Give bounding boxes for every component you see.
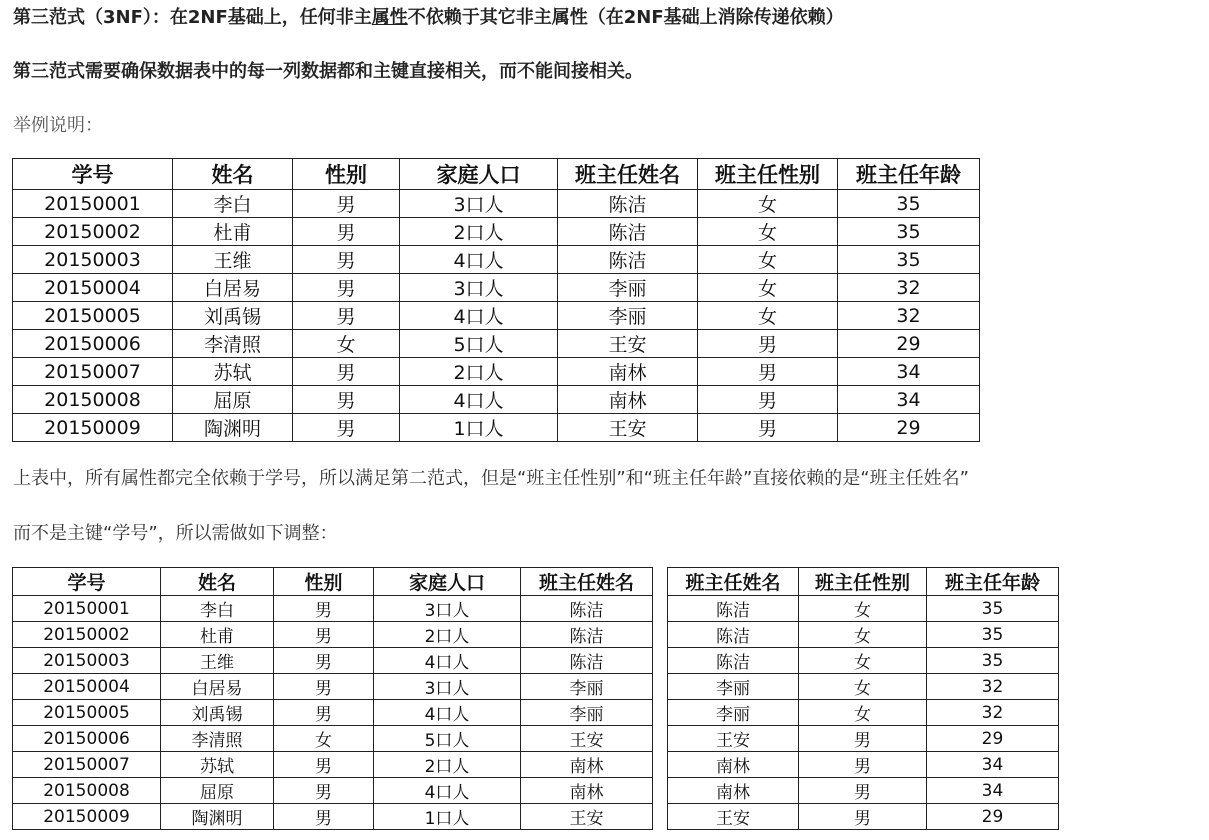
table-row — [13, 302, 980, 330]
header-row — [13, 159, 980, 190]
table-cell: 男 — [293, 218, 400, 246]
table-cell: 20150009 — [13, 414, 173, 442]
table-row — [13, 190, 980, 218]
table-cell: 女 — [698, 218, 838, 246]
table-cell: 南林 — [558, 358, 698, 386]
table-cell: 20150003 — [13, 648, 161, 674]
table-row — [13, 674, 653, 700]
table-cell: 男 — [799, 726, 927, 752]
column-header: 班主任年龄 — [838, 159, 980, 190]
table-cell: 5口人 — [400, 330, 558, 358]
table-row — [13, 414, 980, 442]
column-header: 班主任年龄 — [927, 568, 1059, 596]
column-header: 姓名 — [161, 568, 274, 596]
table-body — [13, 190, 980, 442]
table-cell: 男 — [293, 414, 400, 442]
table-cell: 女 — [698, 302, 838, 330]
table-cell: 35 — [927, 622, 1059, 648]
table-cell: 白居易 — [173, 274, 293, 302]
table-cell: 35 — [838, 190, 980, 218]
table-cell: 男 — [293, 302, 400, 330]
table-header — [13, 568, 653, 596]
table-cell: 李丽 — [521, 674, 653, 700]
head-teacher-table-3nf — [667, 567, 1059, 830]
table-cell: 1口人 — [400, 414, 558, 442]
table-cell: 34 — [927, 752, 1059, 778]
table-cell: 32 — [838, 302, 980, 330]
table-row — [13, 218, 980, 246]
table-cell: 陈洁 — [521, 596, 653, 622]
table-cell: 男 — [274, 778, 374, 804]
table-cell: 南林 — [668, 752, 799, 778]
table-cell: 20150007 — [13, 358, 173, 386]
table-cell: 3口人 — [400, 190, 558, 218]
table-header — [668, 568, 1059, 596]
table-cell: 王安 — [668, 804, 799, 830]
table-cell: 35 — [927, 648, 1059, 674]
table-cell: 29 — [838, 414, 980, 442]
table-cell: 5口人 — [374, 726, 521, 752]
table-cell: 苏轼 — [173, 358, 293, 386]
table-cell: 陈洁 — [668, 648, 799, 674]
table-cell: 34 — [838, 386, 980, 414]
column-header: 班主任性别 — [799, 568, 927, 596]
table-cell: 王安 — [521, 804, 653, 830]
table-row — [668, 596, 1059, 622]
table-cell: 男 — [274, 700, 374, 726]
table-cell: 女 — [698, 190, 838, 218]
table-row — [668, 752, 1059, 778]
table-cell: 苏轼 — [161, 752, 274, 778]
table-cell: 2口人 — [374, 752, 521, 778]
table-cell: 李丽 — [558, 302, 698, 330]
table-cell: 20150009 — [13, 804, 161, 830]
table-cell: 4口人 — [374, 648, 521, 674]
column-header: 班主任性别 — [698, 159, 838, 190]
explanation-line-1: 上表中，所有属性都完全依赖于学号，所以满足第二范式，但是“班主任性别”和“班主任年龄”直接依赖的是“班主任姓名” — [13, 468, 969, 489]
original-student-table — [12, 158, 980, 442]
table-cell: 男 — [274, 596, 374, 622]
column-header: 班主任姓名 — [521, 568, 653, 596]
table-header — [13, 159, 980, 190]
table-row — [13, 596, 653, 622]
table-cell: 屈原 — [161, 778, 274, 804]
table-row — [13, 752, 653, 778]
table-row — [13, 622, 653, 648]
column-header: 性别 — [274, 568, 374, 596]
table-cell: 3口人 — [400, 274, 558, 302]
table-cell: 屈原 — [173, 386, 293, 414]
table-row — [668, 804, 1059, 830]
table-cell: 20150004 — [13, 274, 173, 302]
explanation-line-2: 而不是主键“学号”，所以需做如下调整： — [13, 523, 338, 544]
table-cell: 29 — [927, 804, 1059, 830]
table-cell: 4口人 — [400, 302, 558, 330]
table-cell: 陈洁 — [668, 622, 799, 648]
table-row — [668, 622, 1059, 648]
table-row — [13, 330, 980, 358]
table-cell: 王维 — [161, 648, 274, 674]
table-cell: 男 — [698, 330, 838, 358]
table-cell: 4口人 — [400, 386, 558, 414]
table-cell: 王安 — [558, 414, 698, 442]
table-body — [13, 596, 653, 830]
table-cell: 20150006 — [13, 330, 173, 358]
table-cell: 男 — [293, 190, 400, 218]
column-header: 班主任姓名 — [558, 159, 698, 190]
table-cell: 4口人 — [374, 700, 521, 726]
table-cell: 女 — [698, 246, 838, 274]
column-header: 学号 — [13, 159, 173, 190]
table-cell: 20150006 — [13, 726, 161, 752]
table-cell: 陈洁 — [558, 190, 698, 218]
table-cell: 男 — [799, 752, 927, 778]
table-cell: 李丽 — [521, 700, 653, 726]
table-cell: 32 — [927, 674, 1059, 700]
column-header: 家庭人口 — [374, 568, 521, 596]
table-cell: 29 — [838, 330, 980, 358]
table-cell: 女 — [799, 596, 927, 622]
table-cell: 男 — [799, 804, 927, 830]
table-cell: 34 — [838, 358, 980, 386]
table-cell: 2口人 — [400, 358, 558, 386]
table-cell: 杜甫 — [173, 218, 293, 246]
table-cell: 32 — [927, 700, 1059, 726]
table-cell: 20150005 — [13, 302, 173, 330]
subheading: 第三范式需要确保数据表中的每一列数据都和主键直接相关，而不能间接相关。 — [13, 61, 643, 82]
column-header: 姓名 — [173, 159, 293, 190]
table-row — [668, 674, 1059, 700]
table-row — [13, 358, 980, 386]
table-cell: 男 — [293, 246, 400, 274]
table-cell: 男 — [698, 386, 838, 414]
table-cell: 20150002 — [13, 622, 161, 648]
table-cell: 35 — [838, 246, 980, 274]
table-cell: 女 — [799, 700, 927, 726]
table-cell: 20150001 — [13, 190, 173, 218]
table-cell: 白居易 — [161, 674, 274, 700]
table-cell: 李清照 — [161, 726, 274, 752]
table-cell: 李白 — [173, 190, 293, 218]
table-cell: 女 — [698, 274, 838, 302]
example-label: 举例说明： — [13, 115, 103, 136]
table-cell: 陶渊明 — [173, 414, 293, 442]
table-cell: 20150005 — [13, 700, 161, 726]
table-row — [13, 726, 653, 752]
table-cell: 陈洁 — [558, 246, 698, 274]
heading-text-part1: 第三范式（3NF）：在2NF基础上，任何非主 — [13, 7, 372, 28]
header-row — [668, 568, 1059, 596]
table-cell: 20150007 — [13, 752, 161, 778]
table-cell: 李丽 — [668, 700, 799, 726]
table-cell: 男 — [274, 648, 374, 674]
table-cell: 男 — [293, 386, 400, 414]
table-cell: 2口人 — [400, 218, 558, 246]
table-cell: 4口人 — [400, 246, 558, 274]
table-cell: 男 — [293, 358, 400, 386]
table-row — [668, 726, 1059, 752]
table-cell: 王安 — [558, 330, 698, 358]
table-cell: 李丽 — [668, 674, 799, 700]
table-body — [668, 596, 1059, 830]
table-cell: 29 — [927, 726, 1059, 752]
table-cell: 20150004 — [13, 674, 161, 700]
table-cell: 陈洁 — [521, 622, 653, 648]
table-cell: 男 — [698, 358, 838, 386]
table-row — [668, 648, 1059, 674]
table-cell: 3口人 — [374, 674, 521, 700]
table-cell: 南林 — [558, 386, 698, 414]
table-row — [13, 274, 980, 302]
table-cell: 男 — [274, 804, 374, 830]
table-cell: 李丽 — [558, 274, 698, 302]
table-cell: 男 — [274, 752, 374, 778]
table-cell: 男 — [274, 622, 374, 648]
table-cell: 3口人 — [374, 596, 521, 622]
table-row — [13, 804, 653, 830]
table-cell: 刘禹锡 — [161, 700, 274, 726]
table-cell: 王维 — [173, 246, 293, 274]
table-cell: 李白 — [161, 596, 274, 622]
table-cell: 20150008 — [13, 386, 173, 414]
page-heading — [13, 6, 844, 30]
table-cell: 男 — [293, 274, 400, 302]
table-cell: 35 — [838, 218, 980, 246]
column-header: 家庭人口 — [400, 159, 558, 190]
table-cell: 35 — [927, 596, 1059, 622]
table-cell: 陈洁 — [668, 596, 799, 622]
heading-text-part2: 不依赖于其它非主属性（在2NF基础上消除传递依赖） — [407, 7, 844, 28]
table-cell: 南林 — [521, 778, 653, 804]
table-cell: 32 — [838, 274, 980, 302]
table-cell: 女 — [799, 674, 927, 700]
column-header: 班主任姓名 — [668, 568, 799, 596]
table-cell: 王安 — [521, 726, 653, 752]
table-cell: 陈洁 — [521, 648, 653, 674]
table-cell: 34 — [927, 778, 1059, 804]
table-cell: 男 — [274, 674, 374, 700]
table-cell: 南林 — [521, 752, 653, 778]
table-cell: 男 — [799, 778, 927, 804]
table-cell: 陶渊明 — [161, 804, 274, 830]
table-cell: 2口人 — [374, 622, 521, 648]
table-cell: 女 — [274, 726, 374, 752]
table-cell: 南林 — [668, 778, 799, 804]
table-cell: 王安 — [668, 726, 799, 752]
table-cell: 刘禹锡 — [173, 302, 293, 330]
table-cell: 李清照 — [173, 330, 293, 358]
table-cell: 20150002 — [13, 218, 173, 246]
table-cell: 20150001 — [13, 596, 161, 622]
student-table-3nf — [12, 567, 653, 830]
table-row — [13, 386, 980, 414]
table-cell: 男 — [698, 414, 838, 442]
table-cell: 女 — [799, 622, 927, 648]
heading-underlined-term: 属性 — [371, 7, 408, 28]
table-row — [13, 778, 653, 804]
header-row — [13, 568, 653, 596]
table-cell: 20150003 — [13, 246, 173, 274]
table-cell: 20150008 — [13, 778, 161, 804]
table-cell: 1口人 — [374, 804, 521, 830]
table-cell: 女 — [799, 648, 927, 674]
table-cell: 4口人 — [374, 778, 521, 804]
table-row — [668, 700, 1059, 726]
table-cell: 陈洁 — [558, 218, 698, 246]
table-cell: 杜甫 — [161, 622, 274, 648]
table-row — [13, 648, 653, 674]
table-row — [13, 700, 653, 726]
table-row — [13, 246, 980, 274]
table-row — [668, 778, 1059, 804]
column-header: 学号 — [13, 568, 161, 596]
table-cell: 女 — [293, 330, 400, 358]
column-header: 性别 — [293, 159, 400, 190]
